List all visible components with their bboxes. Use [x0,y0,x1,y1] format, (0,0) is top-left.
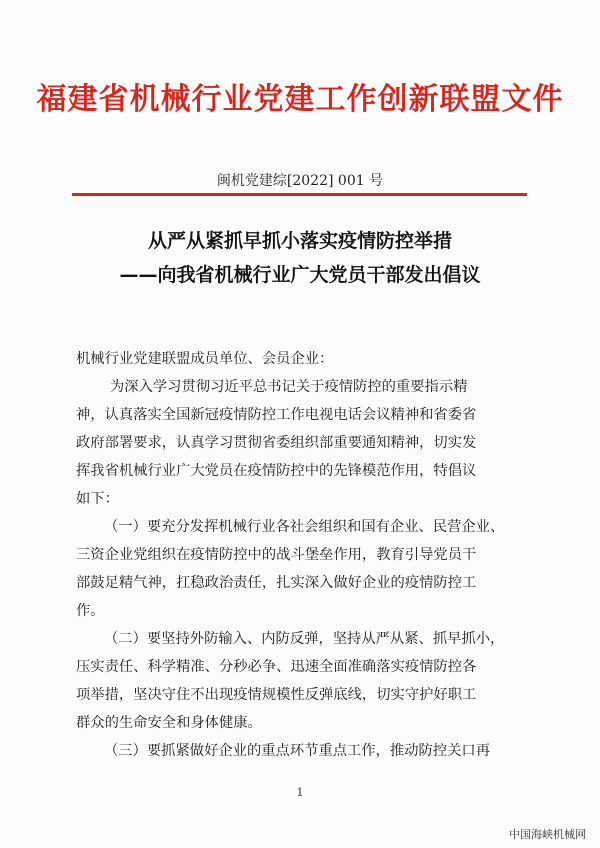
salutation: 机械行业党建联盟成员单位、会员企业： [76,351,334,367]
body-line: 压实责任、科学精准、分秒必争、迅速全面准确落实疫情防控各 [76,659,477,675]
body-line: 作。 [76,603,105,619]
body-line: 项举措，坚决守住不出现疫情规模性反弹底线，切实守护好职工 [76,687,477,703]
main-title: 从严从紧抓早抓小落实疫情防控举措 [147,230,452,252]
red-divider-line [72,193,527,196]
document-header-title: 福建省机械行业党建工作创新联盟文件 [36,82,564,117]
body-line: 部鼓足精气神，扛稳政治责任，扎实深入做好企业的疫情防控工 [76,575,477,591]
body-line: 群众的生命安全和身体健康。 [76,715,262,731]
body-line: （三）要抓紧做好企业的重点环节重点工作，推动防控关口再 [104,743,491,759]
body-line: 为深入学习贯彻习近平总书记关于疫情防控的重要指示精 [110,379,468,395]
body-line: 三资企业党组织在疫情防控中的战斗堡垒作用，教育引导党员干 [76,547,477,563]
page-number: 1 [296,786,304,799]
body-line: 政府部署要求，认真学习贯彻省委组织部重要通知精神，切实发 [76,435,477,451]
document-number: 闽机党建综[2022] 001 号 [216,173,384,189]
body-line: （二）要坚持外防输入、内防反弹，坚持从严从紧、抓早抓小， [104,631,505,647]
body-line: 如下： [76,491,119,507]
body-line: （一）要充分发挥机械行业各社会组织和国有企业、民营企业、 [104,519,505,535]
body-line: 神，认真落实全国新冠疫情防控工作电视电话会议精神和省委省 [76,407,477,423]
site-watermark: 中国海峡机械网 [509,828,586,841]
sub-title: ——向我省机械行业广大党员干部发出倡议 [119,264,481,286]
body-line: 挥我省机械行业广大党员在疫情防控中的先锋模范作用，特倡议 [76,463,477,479]
